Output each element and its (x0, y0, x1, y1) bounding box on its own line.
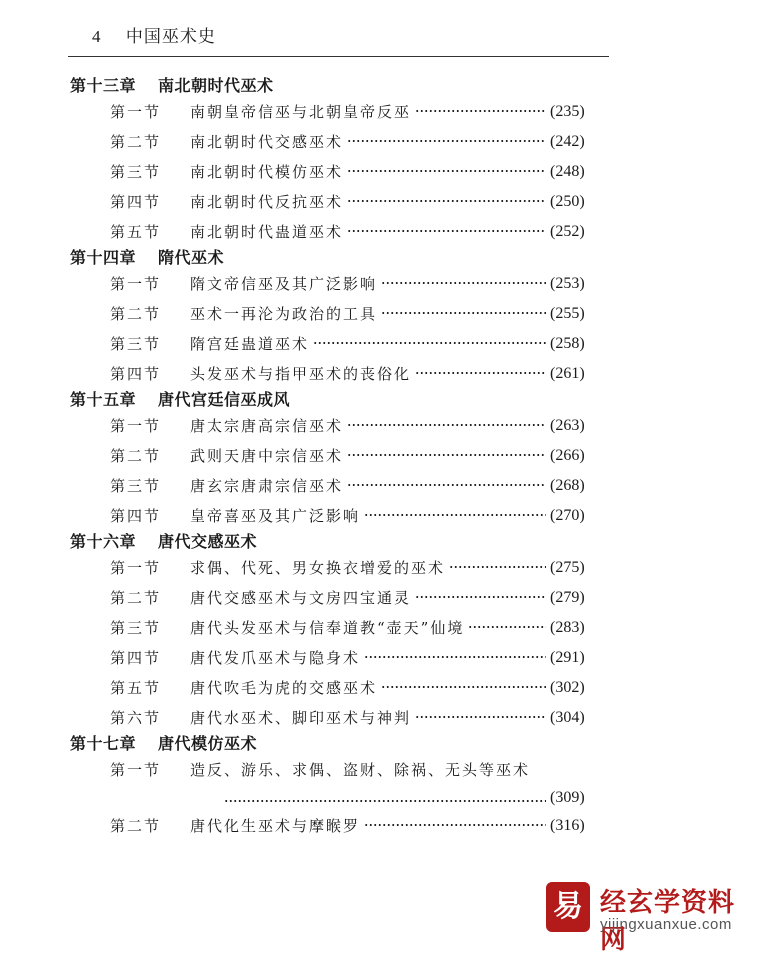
dot-leader (224, 800, 546, 802)
chapter-heading[interactable] (70, 75, 759, 97)
toc-entry[interactable] (0, 673, 759, 703)
section-label: 第五节 (110, 223, 162, 241)
section-title: 南北朝时代蛊道巫术 (190, 223, 344, 241)
dot-leader (347, 230, 546, 232)
toc-entry[interactable] (0, 471, 759, 501)
section-label: 第四节 (110, 193, 162, 211)
section-label: 第四节 (110, 649, 162, 667)
chapter-number: 第十四章 (70, 248, 137, 267)
dot-leader (364, 656, 546, 658)
section-label: 第六节 (110, 709, 162, 727)
section-label: 第二节 (110, 817, 162, 835)
dot-leader (347, 424, 546, 426)
page-reference: (266) (550, 447, 585, 464)
chapter-title: 南北朝时代巫术 (158, 76, 274, 95)
section-title: 唐玄宗唐肃宗信巫术 (190, 477, 344, 495)
section-title: 唐代水巫术、脚印巫术与神判 (190, 709, 412, 727)
section-label: 第三节 (110, 163, 162, 181)
dot-leader (415, 596, 546, 598)
section-title: 造反、游乐、求偶、盗财、除祸、无头等巫术 (190, 761, 531, 779)
section-title: 南北朝时代交感巫术 (190, 133, 344, 151)
chapter-heading[interactable] (70, 389, 759, 411)
section-title: 唐太宗唐高宗信巫术 (190, 417, 344, 435)
section-label: 第一节 (110, 103, 162, 121)
page-reference: (258) (550, 335, 585, 352)
section-label: 第一节 (110, 275, 162, 293)
page-reference: (261) (550, 365, 585, 382)
page-reference: (304) (550, 709, 585, 726)
chapter-number: 第十三章 (70, 76, 137, 95)
toc-entry[interactable] (0, 127, 759, 157)
page-reference: (309) (550, 789, 585, 806)
page-number: 4 (92, 27, 102, 46)
section-label: 第一节 (110, 559, 162, 577)
section-title: 南朝皇帝信巫与北朝皇帝反巫 (190, 103, 412, 121)
toc-entry[interactable] (0, 613, 759, 643)
chapter-title: 唐代模仿巫术 (158, 734, 258, 753)
dot-leader (364, 824, 546, 826)
page-reference: (283) (550, 619, 585, 636)
page-reference: (242) (550, 133, 585, 150)
section-title: 隋宫廷蛊道巫术 (190, 335, 310, 353)
dot-leader (415, 716, 546, 718)
section-label: 第四节 (110, 365, 162, 383)
section-label: 第三节 (110, 477, 162, 495)
toc-entry[interactable] (0, 217, 759, 247)
site-watermark (540, 880, 750, 955)
toc-entry[interactable] (0, 583, 759, 613)
chapter-number: 第十五章 (70, 390, 137, 409)
dot-leader (415, 372, 546, 374)
chapter-heading[interactable] (70, 531, 759, 553)
page-reference: (255) (550, 305, 585, 322)
section-title: 隋文帝信巫及其广泛影响 (190, 275, 378, 293)
section-title: 头发巫术与指甲巫术的丧俗化 (190, 365, 412, 383)
section-label: 第二节 (110, 305, 162, 323)
watermark-url: yijingxuanxue.com (600, 916, 732, 933)
toc-entry[interactable] (0, 755, 759, 811)
chapter-number: 第十六章 (70, 532, 137, 551)
toc-entry[interactable] (0, 269, 759, 299)
toc-entry[interactable] (0, 441, 759, 471)
dot-leader (415, 110, 546, 112)
section-title: 皇帝喜巫及其广泛影响 (190, 507, 361, 525)
section-title: 唐代发爪巫术与隐身术 (190, 649, 361, 667)
section-label: 第一节 (110, 417, 162, 435)
dot-leader (468, 626, 546, 628)
dot-leader (347, 200, 546, 202)
toc-entry[interactable] (0, 157, 759, 187)
toc-entry[interactable] (0, 359, 759, 389)
section-label: 第二节 (110, 447, 162, 465)
section-title: 武则天唐中宗信巫术 (190, 447, 344, 465)
section-label: 第二节 (110, 589, 162, 607)
section-label: 第四节 (110, 507, 162, 525)
section-label: 第一节 (110, 761, 162, 779)
watermark-title: 经玄学资料网 (600, 888, 736, 955)
chapter-title: 隋代巫术 (158, 248, 225, 267)
section-label: 第二节 (110, 133, 162, 151)
dot-leader (364, 514, 546, 516)
watermark-logo-icon: 易 (546, 882, 590, 932)
page-reference: (316) (550, 817, 585, 834)
page-reference: (235) (550, 103, 585, 120)
dot-leader (347, 484, 546, 486)
running-header (92, 22, 216, 47)
chapter-title: 唐代交感巫术 (158, 532, 258, 551)
dot-leader (449, 566, 546, 568)
page-reference: (268) (550, 477, 585, 494)
section-label: 第三节 (110, 335, 162, 353)
dot-leader (347, 140, 546, 142)
dot-leader (381, 686, 546, 688)
page-reference: (270) (550, 507, 585, 524)
chapter-heading[interactable] (70, 733, 759, 755)
toc-entry[interactable] (0, 299, 759, 329)
section-label: 第五节 (110, 679, 162, 697)
page-reference: (253) (550, 275, 585, 292)
table-of-contents (0, 75, 759, 841)
dot-leader (347, 170, 546, 172)
toc-entry[interactable] (0, 553, 759, 583)
toc-entry[interactable] (0, 703, 759, 733)
chapter-number: 第十七章 (70, 734, 137, 753)
page-reference: (279) (550, 589, 585, 606)
section-title: 南北朝时代反抗巫术 (190, 193, 344, 211)
section-title: 巫术一再沦为政治的工具 (190, 305, 378, 323)
page-reference: (275) (550, 559, 585, 576)
page-reference: (248) (550, 163, 585, 180)
toc-entry[interactable] (0, 97, 759, 127)
toc-entry[interactable] (0, 329, 759, 359)
section-label: 第三节 (110, 619, 162, 637)
dot-leader (347, 454, 546, 456)
toc-entry[interactable] (0, 187, 759, 217)
page-reference: (263) (550, 417, 585, 434)
page-reference: (291) (550, 649, 585, 666)
chapter-title: 唐代宫廷信巫成风 (158, 390, 291, 409)
dot-leader (381, 312, 546, 314)
section-title: 南北朝时代模仿巫术 (190, 163, 344, 181)
section-title: 唐代头发巫术与信奉道教“壶天”仙境 (190, 619, 465, 637)
page-reference: (252) (550, 223, 585, 240)
toc-entry[interactable] (0, 411, 759, 441)
dot-leader (313, 342, 546, 344)
section-title: 唐代化生巫术与摩睺罗 (190, 817, 361, 835)
dot-leader (381, 282, 546, 284)
header-rule (68, 56, 609, 57)
chapter-heading[interactable] (70, 247, 759, 269)
toc-entry[interactable] (0, 643, 759, 673)
section-title: 唐代交感巫术与文房四宝通灵 (190, 589, 412, 607)
section-title: 求偶、代死、男女换衣增爱的巫术 (190, 559, 446, 577)
page-reference: (250) (550, 193, 585, 210)
page-reference: (302) (550, 679, 585, 696)
section-title: 唐代吹毛为虎的交感巫术 (190, 679, 378, 697)
toc-entry[interactable] (0, 811, 759, 841)
book-title: 中国巫术史 (125, 27, 216, 47)
toc-entry[interactable] (0, 501, 759, 531)
